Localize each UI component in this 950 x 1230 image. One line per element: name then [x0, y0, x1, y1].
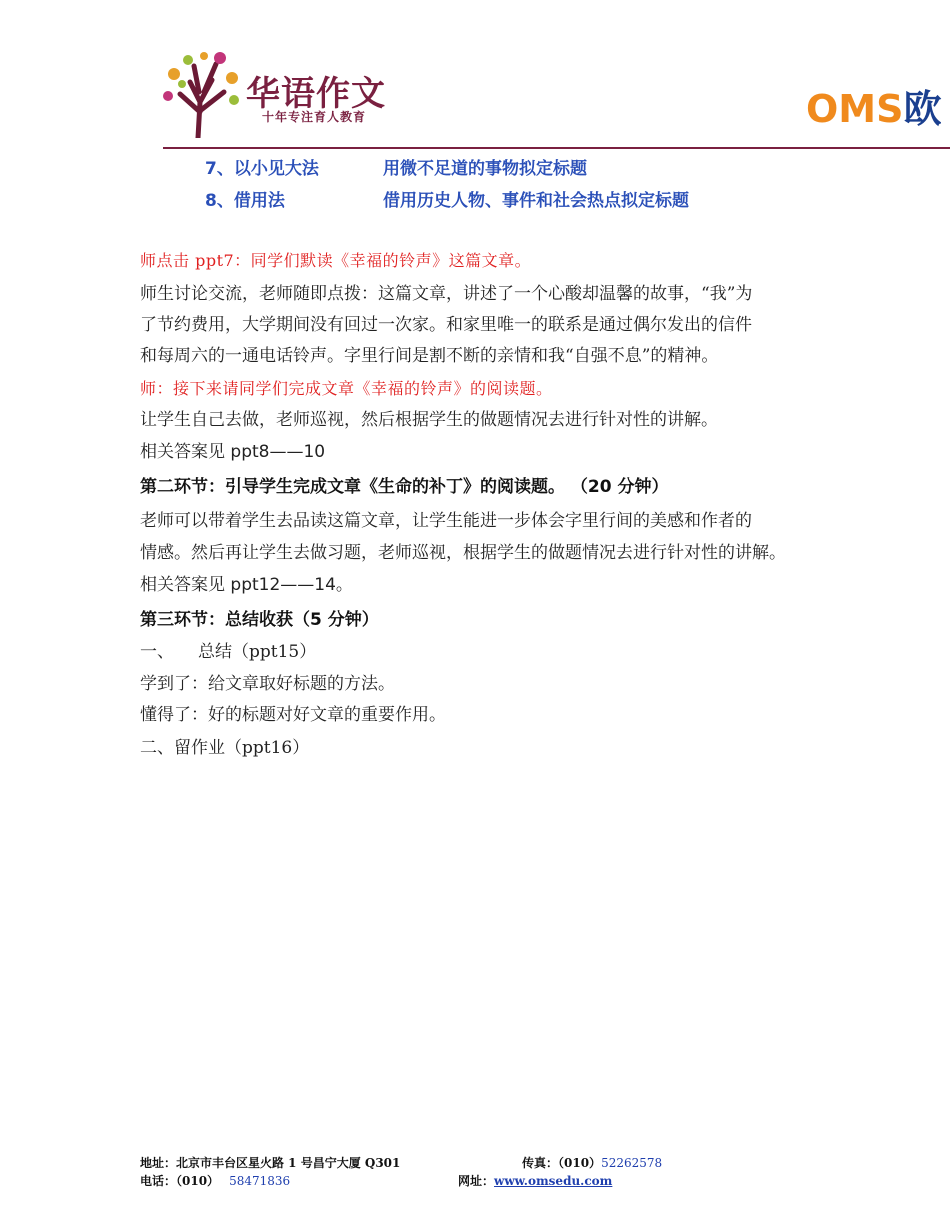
- section-heading: 第二环节：引导学生完成文章《生命的补丁》的阅读题。 （20 分钟）: [140, 477, 669, 497]
- oms-logo-text: OMS: [806, 88, 904, 130]
- summary-item: [140, 640, 316, 664]
- homework-item: 二、留作业（ppt16）: [140, 738, 310, 758]
- answer-reference: [140, 573, 353, 597]
- oms-logo-cn: 欧: [903, 88, 942, 130]
- phone-number: 58471836: [229, 1174, 291, 1188]
- summary-label: 总结（ppt15）: [198, 642, 317, 662]
- method-name: 8、借用法: [205, 191, 285, 211]
- body-paragraph-line: 让学生自己去做，老师巡视，然后根据学生的做题情况去进行针对性的讲解。: [140, 410, 718, 430]
- footer-fax: [522, 1154, 662, 1171]
- fax-number: 52262578: [601, 1156, 663, 1170]
- teacher-instruction: 师点击 ppt7：同学们默读《幸福的铃声》这篇文章。: [140, 251, 532, 270]
- answer-reference: [140, 440, 325, 464]
- oms-logo: [806, 88, 950, 130]
- answer-ppt-ref: ppt8——10: [230, 442, 326, 462]
- answer-prefix: 相关答案见: [140, 442, 231, 462]
- body-paragraph-line: 了节约费用，大学期间没有回过一次家。和家里唯一的联系是通过偶尔发出的信件: [140, 315, 752, 335]
- teacher-instruction: 师：接下来请同学们完成文章《幸福的铃声》的阅读题。: [140, 379, 553, 398]
- method-desc: 用微不足道的事物拟定标题: [383, 159, 587, 179]
- section-heading: 第三环节：总结收获（5 分钟）: [140, 610, 379, 630]
- website-link[interactable]: www.omsedu.com: [494, 1174, 613, 1188]
- header-divider: [163, 147, 950, 149]
- method-desc: 借用历史人物、事件和社会热点拟定标题: [383, 191, 689, 211]
- answer-suffix: 。: [335, 575, 353, 595]
- body-paragraph-line: 老师可以带着学生去品读这篇文章，让学生能进一步体会字里行间的美感和作者的: [140, 511, 752, 531]
- body-paragraph-line: 和每周六的一通电话铃声。字里行间是割不断的亲情和我“自强不息”的精神。: [140, 346, 719, 366]
- footer-website: [458, 1172, 612, 1189]
- answer-ppt-ref: ppt12——14: [230, 575, 336, 595]
- brand-title: 华语作文: [246, 74, 386, 114]
- fax-label: 传真：（010）: [522, 1156, 602, 1170]
- footer-phone: [140, 1172, 290, 1189]
- body-paragraph-line: 懂得了：好的标题对好文章的重要作用。: [140, 705, 446, 725]
- phone-label: 电话：（010）: [140, 1174, 220, 1188]
- footer-address: 地址：北京市丰台区星火路 1 号昌宁大厦 Q301: [140, 1156, 401, 1170]
- tree-logo-icon: [160, 52, 242, 138]
- summary-number: 一、: [140, 642, 174, 662]
- web-label: 网址：: [458, 1174, 495, 1188]
- body-paragraph-line: 情感。然后再让学生去做习题，老师巡视，根据学生的做题情况去进行针对性的讲解。: [140, 543, 786, 563]
- brand-subtitle: 十年专注育人教育: [262, 110, 367, 124]
- answer-prefix: 相关答案见: [140, 575, 231, 595]
- method-name: 7、以小见大法: [205, 159, 319, 179]
- body-paragraph-line: 师生讨论交流，老师随即点拨：这篇文章，讲述了一个心酸却温馨的故事，“我”为: [140, 284, 753, 304]
- body-paragraph-line: 学到了：给文章取好标题的方法。: [140, 674, 395, 694]
